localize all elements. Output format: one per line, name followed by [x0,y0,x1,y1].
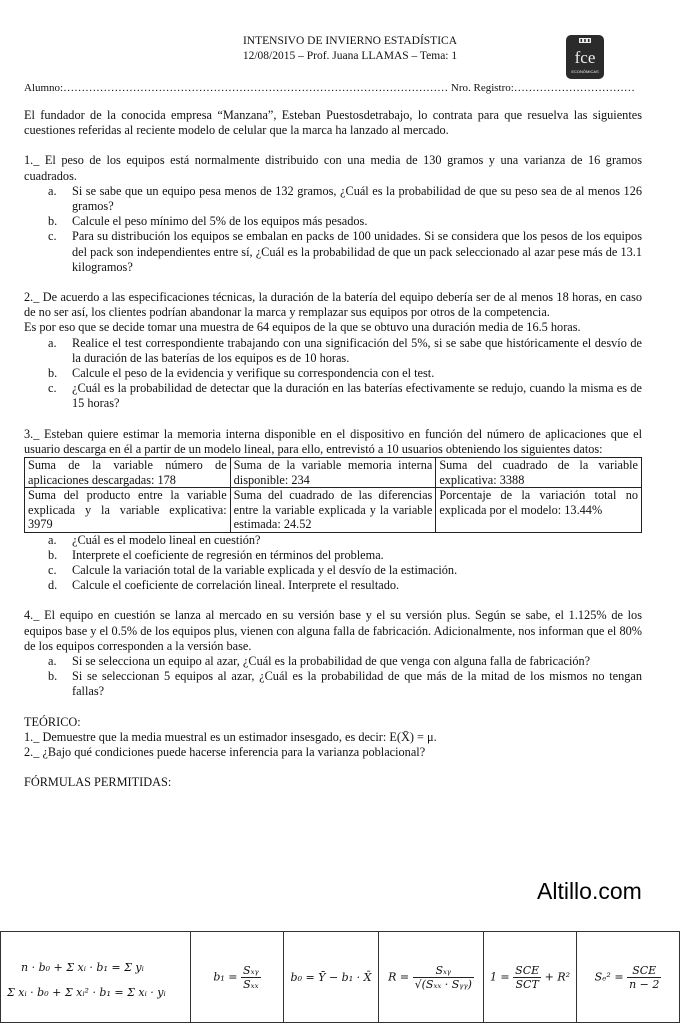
table-row [25,488,642,533]
table-cell: Suma del cuadrado de las diferencias entre la variable explicada y la variable estimada: 24.52 [230,488,436,533]
registro-label: Nro. Registro: [450,82,514,94]
exam-body [24,108,642,790]
q3-item: b. Interprete el coeficiente de regresión en términos del problema. [48,547,384,562]
teorico-q1: 1._ Demuestre que la media muestral es un estimador insesgado, es decir: E(X̄) = μ. [24,729,437,744]
teorico-q2: 2._ ¿Bajo qué condiciones puede hacerse inferencia para la varianza poblacional? [24,745,426,759]
q2-stem: 2._ De acuerdo a las especificaciones técnicas, la duración de la batería del equipo debería ser de al menos 18 horas, en caso de no ser así, los clientes podrían abandonar la marca y remplazar sus equipos por otros de la competencia. [24,290,642,320]
table-cell: Suma del producto entre la variable explicada y la variable explicativa: 3979 [25,488,231,533]
intro-text: El fundador de la conocida empresa “Manzana”, Esteban Puestosdetrabajo, lo contrata para que resuelva las siguientes cuestiones referidas al reciente modelo de celular que la marca ha lanzado al mercado. [24,108,642,138]
normal-equations [1,932,191,1023]
q3-stem: 3._ Esteban quiere estimar la memoria interna disponible en el dispositivo en función del número de aplicaciones que el usuario descarga en él a partir de un modelo lineal, para ello, entrevistó a 10 usuarios obteniendo los siguientes datos: [24,426,642,456]
q4-stem: 4._ El equipo en cuestión se lanza al mercado en su versión base y el su versión plus. Según se sabe, el 1.125% de los equipos base y el 0.5% de los equipos plus, vienen con alguna falla de fabricación. Adicionalmente, nos informan que el 80% de los equipos corresponden a la versión base. [24,608,642,653]
alumno-dots: …………………………………………………………………………………………… [63,82,449,94]
q1-items [24,184,642,275]
table-row [25,458,642,488]
q2-items [24,336,642,412]
svg-text:fce: fce [574,48,596,67]
q4-item: a. Si se selecciona un equipo al azar, ¿Cuál es la probabilidad de que venga con alguna falla de fabricación? [48,653,591,668]
b1-formula: b₁ = $\frac{\text{Sₓᵧ}}{\text{Sₓₓ}}$ [191,932,284,1023]
svg-text:ECONÓMICAS: ECONÓMICAS [571,69,599,74]
q1-item: c. Para su distribución los equipos se embalan en packs de 100 unidades. Si se considera que los pesos de los equipos del pack son independientes entre sí, ¿Cuál es la probabilidad de que un pack seleccionado al azar pese más de 13.1 kilogramos? [48,229,642,274]
normal-eq-1: n · b₀ + Σ xᵢ · b₁ = Σ yᵢ [21,961,144,974]
q3-item: c. Calcule la variación total de la variable explicada y el desvío de la estimación. [48,562,458,577]
q3-item: d. Calcule el coeficiente de correlación lineal. Interprete el resultado. [48,578,400,593]
q4-items [24,654,642,700]
formulas-table [0,931,680,1023]
alumno-label: Alumno: [24,82,64,94]
exam-title: INTENSIVO DE INVIERNO ESTADÍSTICA [242,35,458,47]
r-formula: R = $\frac{\text{Sₓᵧ}}{\text{√(Sₓₓ · Sᵧᵧ)}}$ [379,932,484,1023]
se-formula: Sₑ² = $\frac{\text{SCE}}{n - 2}$ [577,932,680,1023]
q3-item: a. ¿Cuál es el modelo lineal en cuestión? [48,532,261,547]
q2-item: c. ¿Cuál es la probabilidad de detectar que la duración en las baterías efectivamente se redujo, cuando la misma es de 15 horas? [48,381,642,411]
q2-stem2: Es por eso que se decide tomar una muestra de 64 equipos de la que se obtuvo una duración media de 16.5 horas. [24,320,581,335]
q2-item: a. Realice el test correspondiente trabajando con una significación del 5%, si se sabe que históricamente el desvío de la duración de las baterías de los equipos es de 10 horas. [48,335,642,365]
q3-items [24,533,642,594]
b0-formula: b₀ = Ȳ − b₁ · X̄ [284,932,379,1023]
q1-stem: 1._ El peso de los equipos está normalmente distribuido con una media de 130 gramos y una varianza de 16 gramos cuadrados. [24,153,642,183]
student-line [24,81,644,95]
registro-dots: …………………………… [513,82,635,94]
table-cell: Suma de la variable número de aplicaciones descargadas: 178 [25,458,231,488]
q4-item: b. Si se seleccionan 5 equipos al azar, ¿Cuál es la probabilidad de que más de la mitad de los mismos no tengan fallas? [48,669,642,699]
table-row [1,932,680,1023]
table-cell: Suma del cuadrado de la variable explicativa: 3388 [436,458,642,488]
q3-data-table [24,457,642,533]
table-cell: Suma de la variable memoria interna disponible: 234 [230,458,436,488]
q2-item: b. Calcule el peso de la evidencia y verifique su correspondencia con el test. [48,366,435,381]
table-cell: Porcentaje de la variación total no explicada por el modelo: 13.44% [436,488,642,533]
altillo-watermark: Altillo.com [537,878,642,904]
determination-formula: 1 = $\frac{\text{SCE}}{\text{SCT}}$ + R² [484,932,577,1023]
exam-subtitle: 12/08/2015 – Prof. Juana LLAMAS – Tema: 1 [242,50,458,62]
q1-item: b. Calcule el peso mínimo del 5% de los equipos más pesados. [48,214,368,229]
formulas-heading: FÓRMULAS PERMITIDAS: [24,775,172,790]
normal-eq-2: Σ xᵢ · b₀ + Σ xᵢ² · b₁ = Σ xᵢ · yᵢ [7,986,166,999]
q1-item: a. Si se sabe que un equipo pesa menos de 132 gramos, ¿Cuál es la probabilidad de que su peso sea de al menos 126 gramos? [48,183,642,214]
fce-logo [565,34,605,80]
teorico-heading: TEÓRICO: [24,714,81,729]
